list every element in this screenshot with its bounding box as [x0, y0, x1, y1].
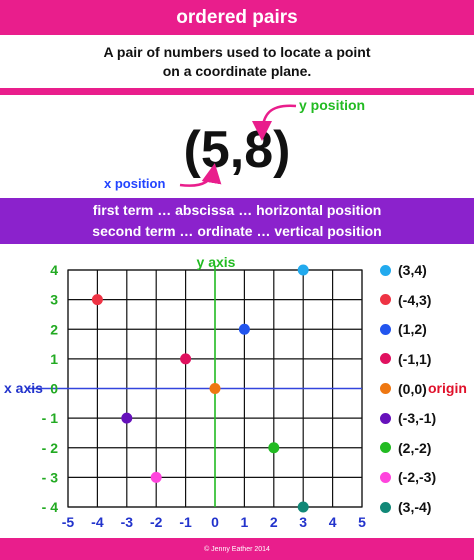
legend-label: (1,2): [398, 321, 427, 338]
legend-label: (-3,-1): [398, 410, 437, 427]
legend-label: (3,-4): [398, 499, 432, 515]
legend-dot: [380, 294, 391, 305]
legend-dot: [380, 472, 391, 483]
axes: [28, 266, 362, 507]
data-point: [298, 265, 309, 276]
term-definitions: [0, 198, 474, 244]
x-tick-label: 3: [299, 514, 308, 530]
data-point: [239, 324, 250, 335]
origin-label: origin: [428, 380, 467, 396]
definition-line-1: A pair of numbers used to locate a point: [103, 44, 371, 60]
page-title: ordered pairs: [176, 6, 298, 28]
legend-item: [380, 350, 431, 368]
legend-dot: [380, 383, 391, 394]
second-term-line: second term … ordinate … vertical position: [92, 223, 382, 239]
y-tick-label: - 4: [41, 499, 58, 515]
legend-item: [380, 498, 431, 516]
y-tick-label: - 3: [41, 469, 58, 486]
x-tick-label: 4: [328, 514, 337, 530]
example-ordered-pair: (5,8): [183, 121, 291, 179]
data-point: [121, 413, 132, 424]
legend-item: [380, 380, 427, 398]
legend-item: [380, 409, 436, 427]
footer-bar: [0, 538, 474, 560]
y-position-arrow: [262, 106, 296, 136]
x-position-arrow: [180, 168, 214, 186]
x-tick-label: -4: [91, 514, 104, 530]
legend-dot: [380, 502, 391, 513]
y-tick-label: 4: [50, 262, 58, 278]
data-point: [92, 294, 103, 305]
data-point: [151, 472, 162, 483]
legend-dot: [380, 265, 391, 276]
x-tick-label: -3: [120, 514, 134, 530]
x-tick-label: -2: [149, 514, 163, 530]
data-point: [298, 502, 309, 513]
legend-label: (2,-2): [398, 439, 432, 456]
x-axis-label: x axis: [4, 380, 43, 396]
y-tick-label: 1: [50, 350, 58, 367]
data-point: [210, 383, 221, 394]
legend-label: (3,4): [398, 262, 427, 278]
x-tick-label: 2: [269, 514, 278, 530]
legend-label: (0,0): [398, 380, 427, 397]
y-tick-label: - 1: [41, 410, 58, 427]
x-tick-label: 1: [240, 514, 249, 530]
legend-item: [380, 261, 427, 279]
legend-item: [380, 468, 436, 486]
legend-dot: [380, 413, 391, 424]
legend-label: (-4,3): [398, 291, 432, 308]
pointer-arrows: [0, 0, 474, 200]
y-tick-label: 2: [50, 321, 58, 338]
legend-label: (-1,1): [398, 350, 432, 367]
x-tick-label: 0: [211, 514, 219, 530]
x-position-label: x position: [104, 176, 166, 191]
x-tick-label: -5: [61, 514, 75, 530]
tick-labels: [42, 262, 366, 530]
x-tick-label: -1: [179, 514, 192, 530]
y-axis-label: y axis: [196, 254, 236, 270]
first-term-line: first term … abscissa … horizontal position: [92, 202, 382, 218]
y-tick-label: 0: [50, 380, 58, 397]
data-point: [268, 442, 279, 453]
y-position-label: y position: [299, 97, 366, 113]
legend-item: [380, 291, 431, 309]
legend-item: [380, 439, 431, 457]
x-tick-label: 5: [358, 514, 366, 530]
definition-line-2: on a coordinate plane.: [162, 63, 312, 79]
legend-dot: [380, 324, 391, 335]
legend-label: (-2,-3): [398, 469, 437, 486]
y-tick-label: 3: [50, 291, 58, 308]
copyright: © Jenny Eather 2014: [204, 545, 270, 553]
data-point: [180, 353, 191, 364]
y-tick-label: - 2: [41, 439, 58, 456]
legend-dot: [380, 442, 391, 453]
legend-item: [380, 320, 427, 338]
legend-dot: [380, 353, 391, 364]
